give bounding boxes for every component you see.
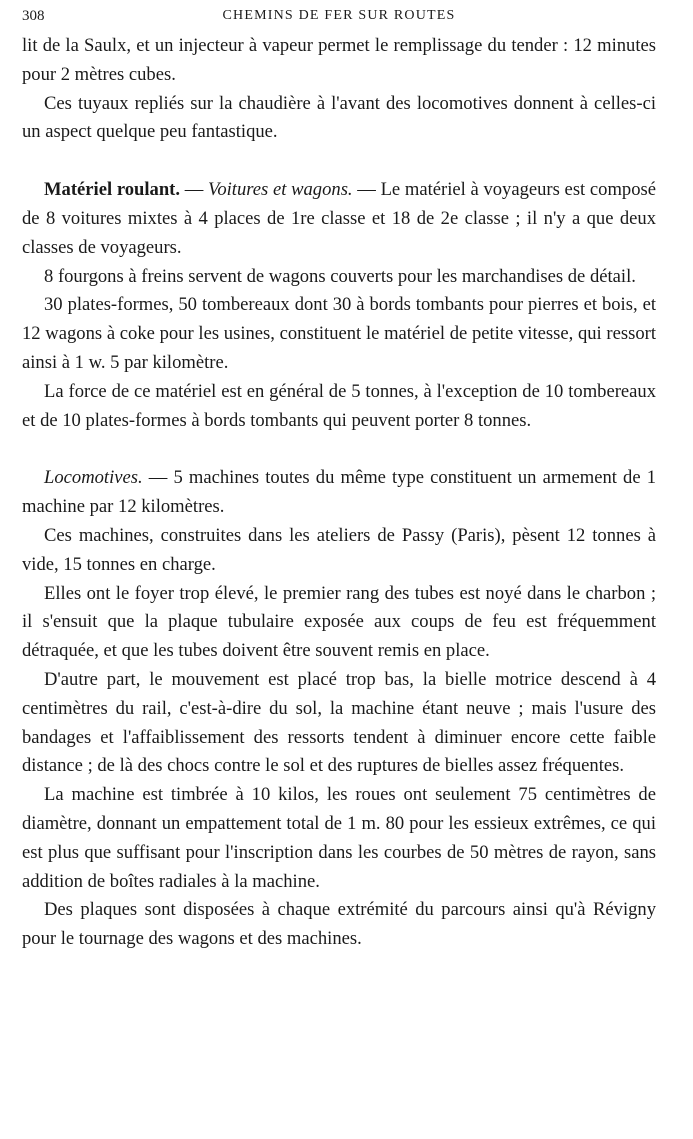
heading-dash: — [142,467,174,489]
paragraph: La force de ce matériel est en général de 5 tonnes, à l'exception de 10 tombereaux et de 10 plates-formes à bords tombants qui peuvent porter 8 tonnes. [22,380,656,431]
subheading-voitures-wagons: Voitures et wagons. [208,179,353,201]
section-gap [22,147,656,176]
section-materiel-lead [22,176,656,262]
paragraph: Des plaques sont disposées à chaque extrémité du parcours ainsi qu'à Révigny pour le tournage des wagons et des machines. [22,899,656,950]
paragraph: Ces tuyaux repliés sur la chaudière à l'avant des locomotives donnent à celles-ci un aspect quelque peu fantastique. [22,92,656,143]
page-header [22,6,656,32]
section-gap [22,435,656,464]
section-heading-materiel: Matériel roulant. [44,179,181,201]
heading-dash: — [352,179,381,201]
paragraph: 30 plates-formes, 50 tombereaux dont 30 à bords tombants pour pierres et bois, et 12 wagons à coke pour les usines, constituent le matériel de petite vitesse, qui ressort ainsi à 1 w. 5 par kilomètre. [22,294,656,373]
page-number: 308 [22,8,45,24]
heading-dash: — [180,179,209,201]
paragraph: 8 fourgons à freins servent de wagons couverts pour les marchandises de détail. [44,265,636,287]
paragraph: Elles ont le foyer trop élevé, le premier rang des tubes est noyé dans le charbon ; il s'ensuit que la plaque tubulaire exposée aux coups de feu est fréquemment détraquée, et que les tubes doivent être souvent remis en place. [22,582,656,662]
paragraph-continuation: lit de la Saulx, et un injecteur à vapeur permet le remplissage du tender : 12 minutes pour 2 mètres cubes. [22,35,656,85]
section-locomotives-lead [22,464,656,522]
paragraph-text: Le matériel à voyageurs est composé de 8 voitures mixtes à 4 places de 1re classe et 18 de 2e classe ; il n'y a que deux classes de voyageurs. [22,179,657,258]
running-title: CHEMINS DE FER SUR ROUTES [222,8,456,23]
paragraph: D'autre part, le mouvement est placé trop bas, la bielle motrice descend à 4 centimètres du rail, c'est-à-dire du sol, la machine étant neuve ; mais l'usure des bandages et l'affaiblissement des ressorts tendent à diminuer encore cette faible distance ; de là des chocs contre le sol et des ruptures de bielles assez fréquentes. [22,668,656,777]
section-heading-locomotives: Locomotives. [44,467,143,489]
paragraph: Ces machines, construites dans les ateliers de Passy (Paris), pèsent 12 tonnes à vide, 15 tonnes en charge. [22,524,656,575]
book-page [22,6,656,954]
paragraph-text: 5 machines toutes du même type constituent un armement de 1 machine par 12 kilomètres. [22,467,657,518]
paragraph: La machine est timbrée à 10 kilos, les roues ont seulement 75 centimètres de diamètre, donnant un empattement total de 1 m. 80 pour les essieux extrêmes, ce qui est plus que suffisant pour l'inscription dans les courbes de 50 mètres de rayon, sans addition de boîtes radiales à la machine. [22,784,656,892]
body-text [22,32,656,954]
